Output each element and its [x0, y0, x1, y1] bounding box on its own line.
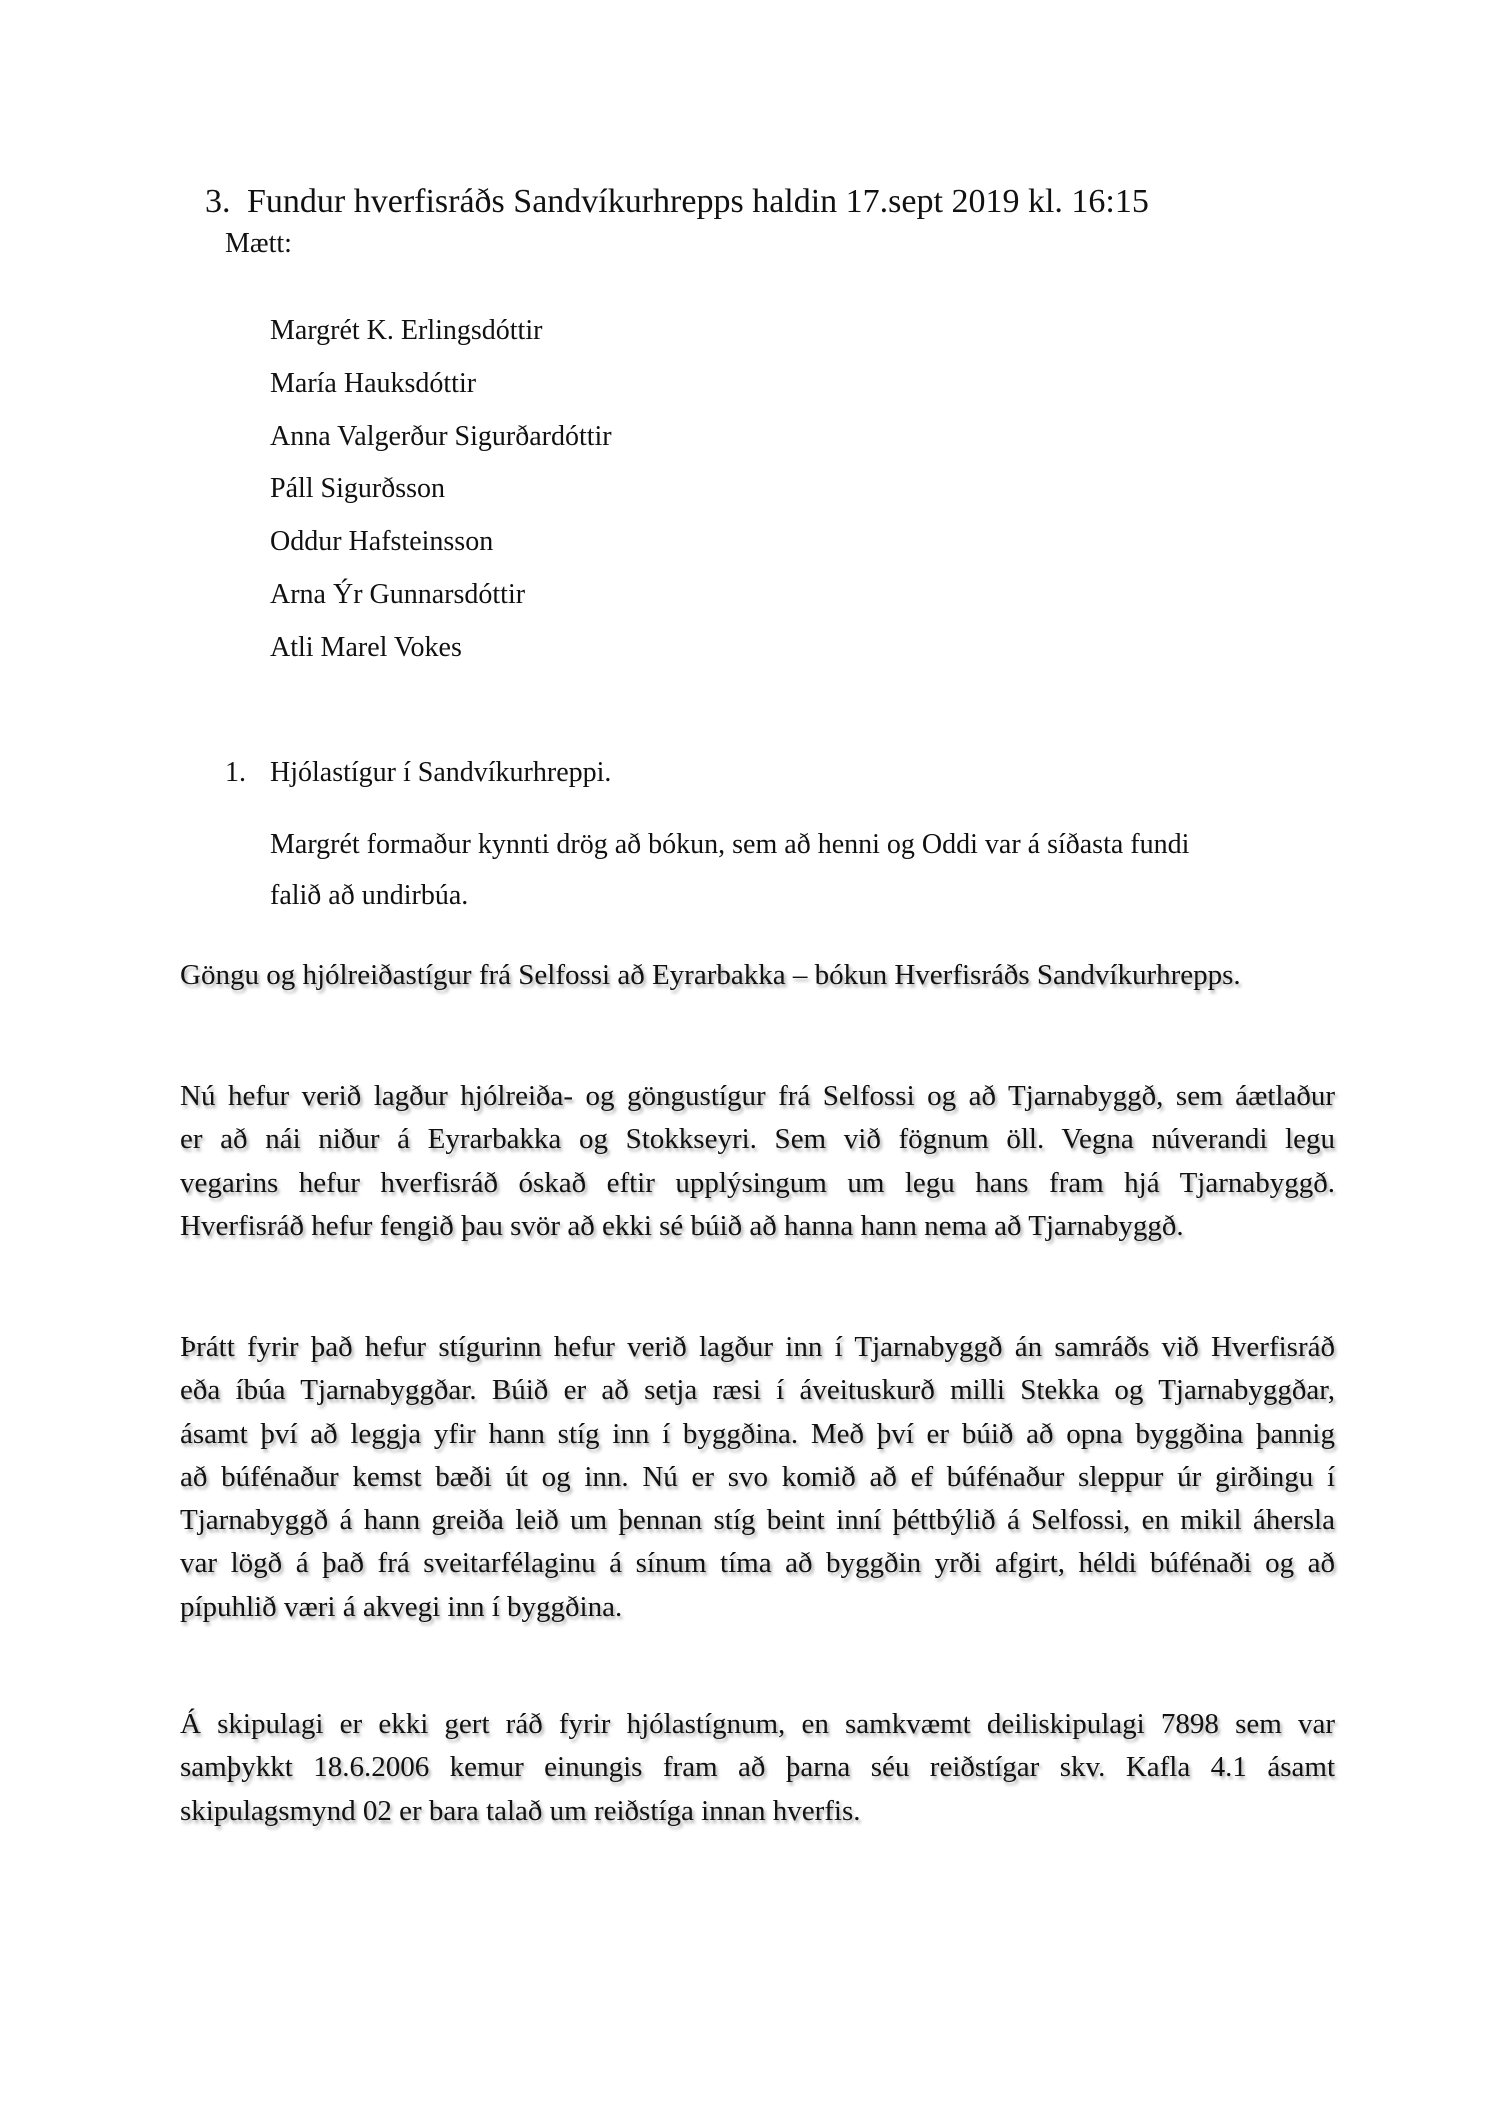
- text-line: samþykkt 18.6.2006 kemur einungis fram að þarna séu reiðstígar skv. Kafla 4.1 ásamt: [180, 1751, 1335, 1784]
- attendee-list: [270, 314, 612, 684]
- text-line: var lögð á það frá sveitarfélaginu á sínum tíma að byggðin yrði afgirt, héldi búfénaði og að: [180, 1547, 1335, 1580]
- text-line: Á skipulagi er ekki gert ráð fyrir hjólastígnum, en samkvæmt deiliskipulagi 7898 sem var: [180, 1708, 1335, 1740]
- heading-text: Fundur hverfisráðs Sandvíkurhrepps haldin 17.sept 2019 kl. 16:15: [247, 183, 1149, 220]
- attendee: Atli Marel Vokes: [270, 631, 462, 663]
- attendee: Páll Sigurðsson: [270, 473, 446, 505]
- paragraph: [180, 1078, 1335, 1251]
- heading-number: 3.: [205, 183, 231, 220]
- paragraph: [180, 1329, 1335, 1632]
- text-line: er að nái niður á Eyrarbakka og Stokkseyri. Sem við fögnum öll. Vegna núverandi legu: [180, 1123, 1335, 1156]
- text-line: vegarins hefur hverfisráð óskað eftir upplýsingum um legu hans fram hjá Tjarnabyggð.: [180, 1166, 1335, 1199]
- text-line: Nú hefur verið lagður hjólreiða- og göngustígur frá Selfossi og að Tjarnabyggð, sem áætlaður: [180, 1080, 1335, 1112]
- text-line: eða íbúa Tjarnabyggðar. Búið er að setja ræsi í áveituskurð milli Stekka og Tjarnabyggðar,: [180, 1374, 1335, 1407]
- text-line: Tjarnabyggð á hann greiða leið um þennan stíg beint inní þéttbýlið á Selfossi, en mikil áhersla: [180, 1504, 1335, 1537]
- attendee: Arna Ýr Gunnarsdóttir: [270, 578, 526, 610]
- text-line: Þrátt fyrir það hefur stígurinn hefur verið lagður inn í Tjarnabyggð án samráðs við Hverfisráð: [180, 1331, 1335, 1363]
- resolution-title: Göngu og hjólreiðastígur frá Selfossi að Eyrarbakka – bókun Hverfisráðs Sandvíkurhrepps.: [180, 959, 1241, 991]
- text-line: pípuhlið væri á akvegi inn í byggðina.: [180, 1590, 623, 1623]
- meeting-heading: [205, 183, 1149, 221]
- attendee: Margrét K. Erlingsdóttir: [270, 315, 543, 346]
- text-line: Hverfisráð hefur fengið þau svör að ekki sé búið að hanna hann nema að Tjarnabyggð.: [180, 1209, 1184, 1242]
- paragraph: [180, 1706, 1335, 1836]
- text-line: að búfénaður kemst bæði út og inn. Nú er svo komið að ef búfénaður sleppur úr girðingu í: [180, 1460, 1335, 1493]
- text-line: skipulagsmynd 02 er bara talað um reiðstíga innan hverfis.: [180, 1794, 861, 1827]
- agenda-title: Hjólastígur í Sandvíkurhreppi.: [270, 757, 612, 788]
- attendees-label: Mætt:: [225, 228, 292, 259]
- agenda-number: 1.: [225, 757, 246, 788]
- attendee: Oddur Hafsteinsson: [270, 526, 494, 558]
- text-line: falið að undirbúa.: [270, 880, 469, 911]
- agenda-item: [225, 757, 611, 789]
- agenda-description: [270, 828, 1189, 930]
- text-line: ásamt því að leggja yfir hann stíg inn í byggðina. Með því er búið að opna byggðina þannig: [180, 1417, 1335, 1450]
- attendee: María Hauksdóttir: [270, 367, 477, 399]
- text-line: Margrét formaður kynnti drög að bókun, sem að henni og Oddi var á síðasta fundi: [270, 829, 1190, 860]
- attendee: Anna Valgerður Sigurðardóttir: [270, 420, 612, 452]
